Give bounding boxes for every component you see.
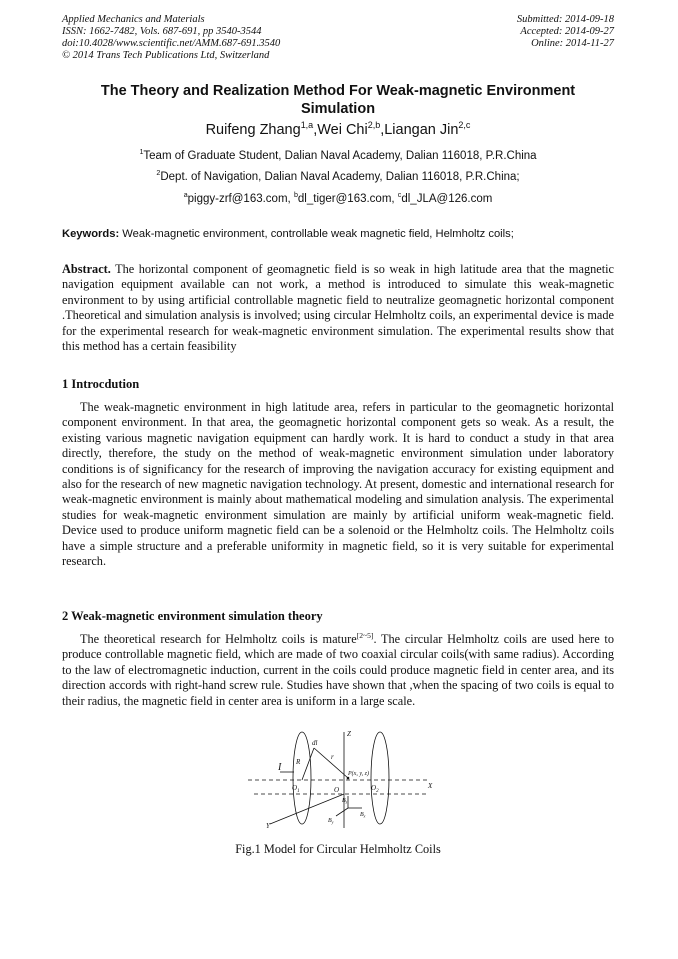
label-z: Z (347, 730, 351, 738)
label-dl: dl (312, 739, 318, 747)
aff-sup: 1 (139, 148, 144, 157)
label-bx: $B_x$ (360, 812, 366, 819)
figure-caption: Fig.1 Model for Circular Helmholtz Coils (235, 842, 441, 856)
label-current: I (278, 762, 282, 773)
doi: doi:10.4028/www.scientific.net/AMM.687-691.3540 (62, 38, 281, 49)
author-name: ,Liangan Jin (380, 122, 459, 138)
author-sup: 2,b (367, 120, 381, 131)
label-y: Y (266, 822, 270, 830)
email: piggy-zrf@163.com, (187, 193, 294, 205)
label-o: O (334, 786, 340, 794)
issn: ISSN: 1662-7482, Vols. 687-691, pp 3540-3544 (62, 26, 262, 37)
submitted-date: Submitted: 2014-09-18 (516, 14, 614, 25)
label-r-vector: r (331, 753, 334, 761)
affiliation-1 (62, 150, 614, 162)
copyright: © 2014 Trans Tech Publications Ltd, Switzerland (62, 50, 270, 61)
point-p (347, 777, 350, 780)
label-by: $B_y$ (328, 818, 334, 825)
email-sup: c (397, 191, 402, 200)
section-2-heading: 2 Weak-magnetic environment simulation theory (62, 609, 323, 623)
email: dl_tiger@163.com, (297, 193, 398, 205)
section-2-text (62, 632, 614, 709)
author-name: Ruifeng Zhang (205, 122, 301, 138)
coil-right (371, 732, 389, 824)
label-o1: $O_1$ (292, 784, 300, 794)
section-1-heading: 1 Introcdution (62, 377, 140, 391)
email-sup: a (183, 191, 188, 200)
keywords (62, 228, 614, 240)
label-bz: $B_z$ (342, 798, 348, 805)
section-2-text-post: . The circular Helmholtz coils are used here to produce controllable magnetic field, which are made of two coaxial circular coils(with same radius). According to the law of electromagnetic induction, current in the coils could produce magnetic field in center area, and its direction accords with right-hand screw rule. Studies have shown that ,when the spacing of two coils is equal to their radius, the magnetic field in center area is uniform in a large scale. (62, 632, 614, 708)
accepted-date: Accepted: 2014-09-27 (520, 26, 614, 37)
email-list (62, 193, 614, 205)
header-right (517, 14, 614, 50)
email: dl_JLA@126.com (401, 193, 493, 205)
online-date: Online: 2014-11-27 (531, 38, 614, 49)
header-left (62, 14, 280, 62)
abstract (62, 262, 614, 354)
aff-text: Team of Graduate Student, Dalian Naval Academy, Dalian 116018, P.R.China (143, 150, 537, 162)
keywords-text: Weak-magnetic environment, controllable weak magnetic field, Helmholtz coils; (119, 228, 514, 240)
section-2-text-pre: The theoretical research for Helmholtz coils is mature (80, 632, 357, 646)
abstract-text: The horizontal component of geomagnetic field is so weak in high latitude area that the magnetic navigation equipment available can not work, a method is introduced to simulate this weak-magnetic environment to by using artificial controllable magnetic field to neutralize geomagnetic horizontal component .Theoretical and simulation analysis is involved; using circular Helmholtz coils, an experimental device is made for the experimental research for weak-magnetic environment simulation. The experimental results show that this method has a certain feasibility (62, 262, 614, 354)
author-name: ,Wei Chi (313, 122, 368, 138)
section-1-text: The weak-magnetic environment in high latitude area, refers in particular to the geomagnetic horizontal component environment. In that area, the geomagnetic horizontal component gets so weak. As a result, the existing various magnetic navigation equipment can hardly work. It is hard to conduct a study in that area directly, therefore, the study on the method of weak-magnetic environment simulation under laboratory conditions is of significancy for the research of improving the navigation accuracy for existing equipment and also for the research of new magnetic navigation technology. At present, domestic and international research for weak-magnetic environment is mainly about mathematical modeling and simulation analysis. The experimental studies for weak-magnetic environment simulation are mainly by artificial uniform weak-magnetic field. Device used to produce uniform magnetic field can be a solenoid or the Helmholtz coils. The Helmholtz coils have a simple structure and a preferable uniformity in magnetic field, so it is very suitable for experimental research. (62, 400, 614, 569)
email-sup: b (293, 191, 298, 200)
label-x: X (428, 782, 433, 790)
paper-title: The Theory and Realization Method For Weak-magnetic Environment Simulation (100, 83, 576, 117)
journal-name: Applied Mechanics and Materials (62, 14, 205, 25)
coil-left (293, 732, 311, 824)
citation: [2~5] (356, 630, 374, 640)
label-point: P(x, y, z) (348, 771, 369, 777)
label-radius: R (296, 758, 301, 766)
helmholtz-figure (240, 728, 440, 838)
affiliation-2 (62, 171, 614, 183)
label-o2: $O_2$ (371, 784, 379, 794)
abstract-label: Abstract. (62, 262, 111, 276)
aff-text: Dept. of Navigation, Dalian Naval Academy, Dalian 116018, P.R.China; (160, 171, 520, 183)
aff-sup: 2 (156, 169, 161, 178)
author-list (62, 122, 614, 138)
by-arrow (336, 808, 348, 816)
keywords-label: Keywords: (62, 228, 120, 240)
radius-line (302, 748, 314, 780)
author-sup: 1,a (300, 120, 314, 131)
author-sup: 2,c (458, 120, 471, 131)
